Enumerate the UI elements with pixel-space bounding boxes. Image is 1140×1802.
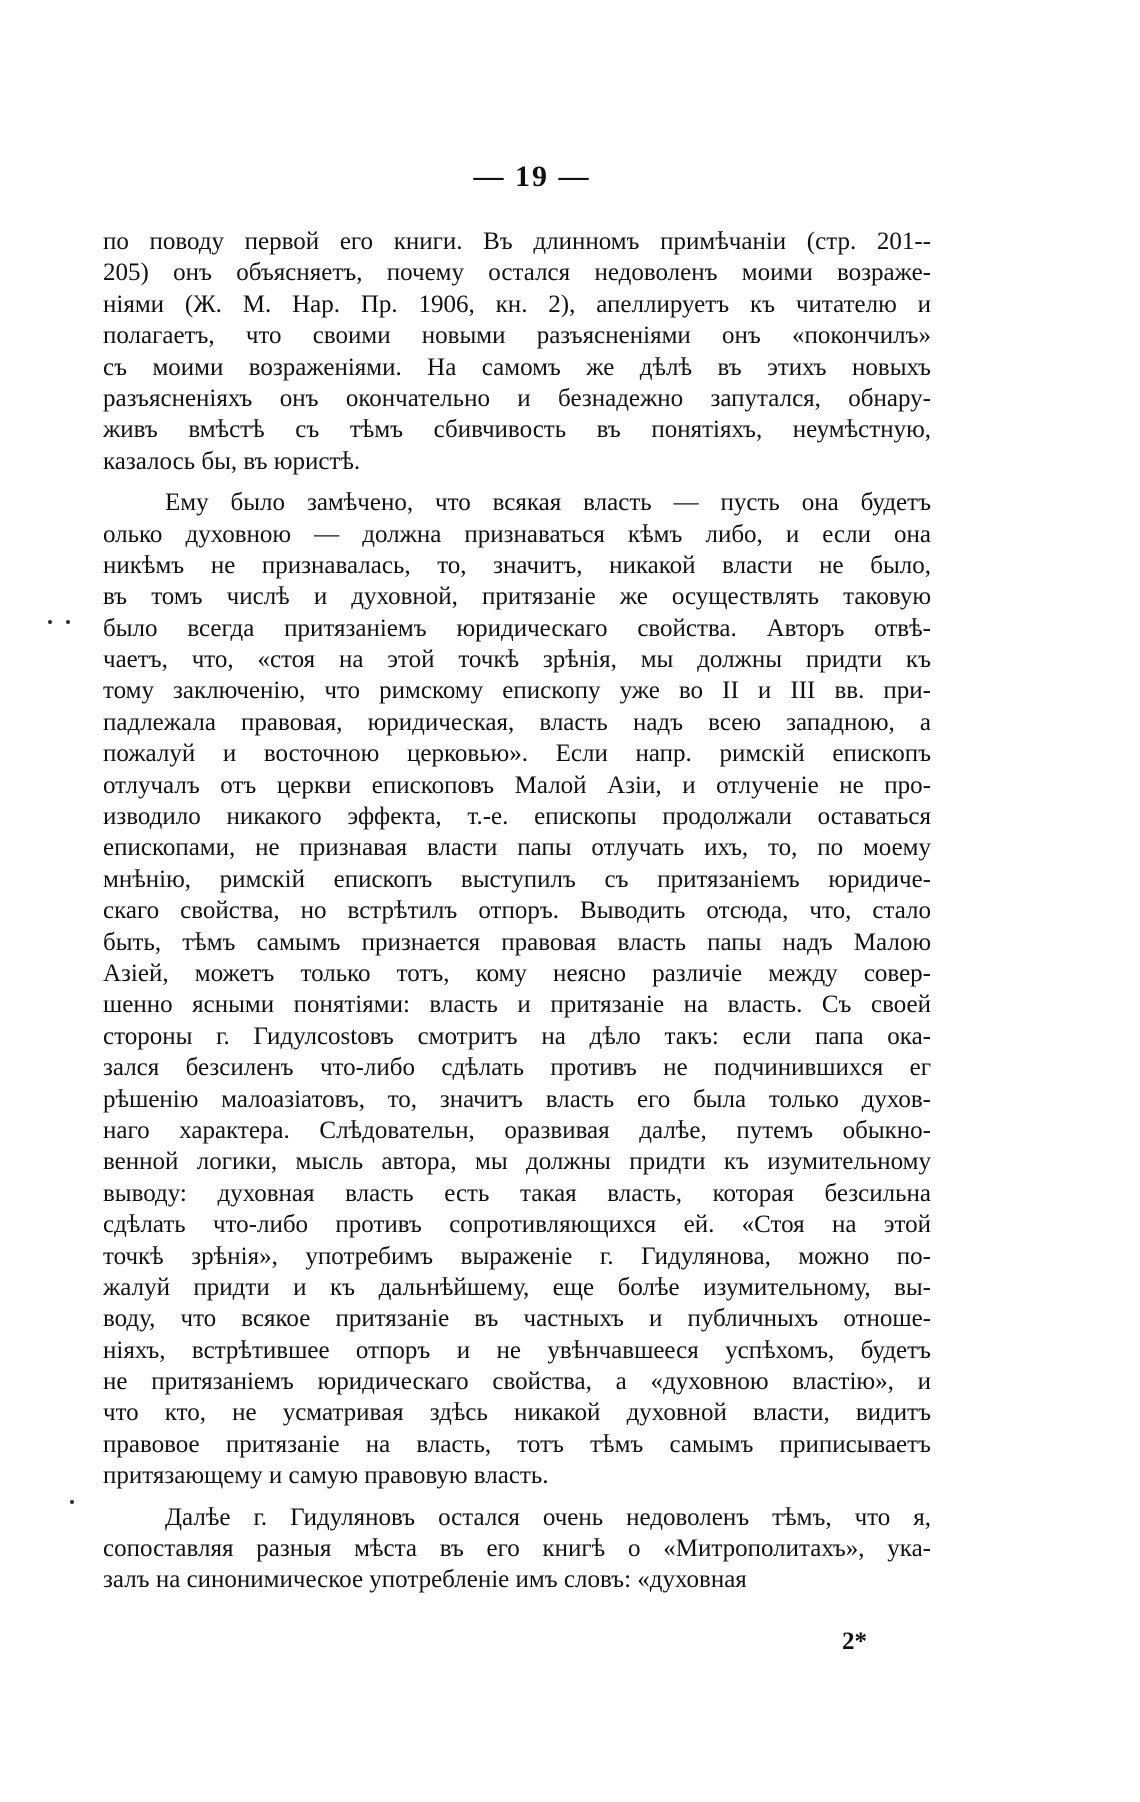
text-line: правовое притязаніе на власть, тотъ тѣмъ самымъ приписываетъ — [103, 1430, 931, 1458]
text-line: епископами, не признавая власти папы отлучать ихъ, то, по моему — [103, 834, 931, 862]
text-line: быть, тѣмъ самымъ признается правовая власть папы надъ Малою — [103, 928, 931, 956]
text-block — [103, 226, 931, 1596]
scan-speck — [66, 620, 70, 624]
text-line: казалось бы, въ юристѣ. — [103, 447, 361, 475]
text-line: олько духовною — должна признаваться кѣмъ либо, и если она — [103, 520, 931, 548]
text-line: воду, что всякое притязаніе въ частныхъ и публичныхъ отноше- — [103, 1305, 931, 1333]
text-line: живъ вмѣстѣ съ тѣмъ сбивчивость въ понятіяхъ, неумѣстную, — [103, 416, 931, 444]
text-line: сопоставляя разныя мѣста въ его книгѣ о «Митрополитахъ», ука- — [103, 1535, 931, 1563]
text-line: шенно ясными понятіями: власть и притязаніе на власть. Съ своей — [103, 991, 931, 1019]
text-line: съ моими возраженіями. На самомъ же дѣлѣ въ этихъ новыхъ — [103, 353, 931, 381]
paragraph-gap — [103, 1492, 931, 1502]
text-line: изводило никакого эффекта, т.-е. епископы продолжали оставаться — [103, 803, 931, 831]
text-line: Далѣе г. Гидуляновъ остался очень недоволенъ тѣмъ, что я, — [165, 1503, 931, 1531]
text-line: полагаетъ, что своими новыми разъясненіями онъ «покончилъ» — [103, 322, 931, 350]
paragraph — [103, 1502, 931, 1596]
paragraph-gap — [103, 477, 931, 487]
signature-mark: 2* — [842, 1628, 867, 1655]
text-line: стороны г. Гидулcostовъ смотритъ на дѣло такъ: если папа ока- — [103, 1022, 931, 1050]
text-line: никѣмъ не признавалась, то, значитъ, никакой власти не было, — [103, 551, 931, 579]
text-line: наго характера. Слѣдовательн, оразвивая далѣе, путемъ обыкно- — [103, 1116, 931, 1144]
text-line: залъ на синонимическое употребленіе имъ словъ: «духовная — [103, 1566, 747, 1594]
page-number: — 19 — — [473, 160, 591, 193]
text-line: 205) онъ объясняетъ, почему остался недоволенъ моими возраже- — [103, 259, 931, 287]
text-line: разъясненіяхъ онъ окончательно и безнадежно запутался, обнару- — [103, 384, 931, 412]
text-line: выводу: духовная власть есть такая власть, которая безсильна — [103, 1179, 931, 1207]
text-line: сдѣлать что-либо противъ сопротивляющихся ей. «Стоя на этой — [103, 1211, 931, 1239]
text-line: зался безсиленъ что-либо сдѣлать противъ не подчинившихся ег — [103, 1054, 931, 1082]
text-line: жалуй придти и къ дальнѣйшему, еще болѣе изумительному, вы- — [103, 1273, 931, 1301]
text-line: венной логики, мысль автора, мы должны придти къ изумительному — [103, 1148, 931, 1176]
paragraph — [103, 487, 931, 1492]
scan-speck — [48, 620, 52, 624]
paragraph — [103, 226, 931, 477]
text-line: по поводу первой его книги. Въ длинномъ примѣчаніи (стр. 201-- — [103, 228, 931, 255]
text-line: мнѣнію, римскій епископъ выступилъ съ притязаніемъ юридиче- — [103, 865, 931, 893]
text-line: въ томъ числѣ и духовной, притязаніе же осуществлять таковую — [103, 583, 931, 611]
text-line: что кто, не усматривая здѣсь никакой духовной власти, видитъ — [103, 1399, 931, 1427]
text-line: не притязаніемъ юридическаго свойства, а «духовною властію», и — [103, 1368, 931, 1396]
scan-speck — [70, 1500, 74, 1504]
text-line: отлучалъ отъ церкви епископовъ Малой Азіи, и отлученіе не про- — [103, 771, 931, 799]
text-line: скаго свойства, но встрѣтилъ отпоръ. Выводить отсюда, что, стало — [103, 897, 931, 925]
text-line: падлежала правовая, юридическая, власть надъ всею западною, а — [103, 708, 931, 736]
text-line: пожалуй и восточною церковью». Если напр. римскій епископъ — [103, 740, 931, 768]
text-line: Азіей, можетъ только тотъ, кому неясно различіе между совер- — [103, 959, 931, 987]
text-line: ніяхъ, встрѣтившее отпоръ и не увѣнчавшееся успѣхомъ, будетъ — [103, 1336, 931, 1364]
text-line: чаетъ, что, «стоя на этой точкѣ зрѣнія, мы должны придти къ — [103, 646, 931, 674]
text-line: было всегда притязаніемъ юридическаго свойства. Авторъ отвѣ- — [103, 614, 931, 642]
text-line: притязающему и самую правовую власть. — [103, 1462, 549, 1490]
text-line: Ему было замѣчено, что всякая власть — пусть она будетъ — [165, 489, 931, 517]
text-line: тому заключенію, что римскому епископу уже во II и III вв. при- — [103, 677, 931, 705]
text-line: рѣшенію малоазіатовъ, то, значитъ власть его была только духов- — [103, 1085, 931, 1113]
text-line: точкѣ зрѣнія», употребимъ выраженіе г. Гидулянова, можно по- — [103, 1242, 931, 1270]
text-line: ніями (Ж. М. Нар. Пр. 1906, кн. 2), апеллируетъ къ читателю и — [103, 290, 931, 318]
